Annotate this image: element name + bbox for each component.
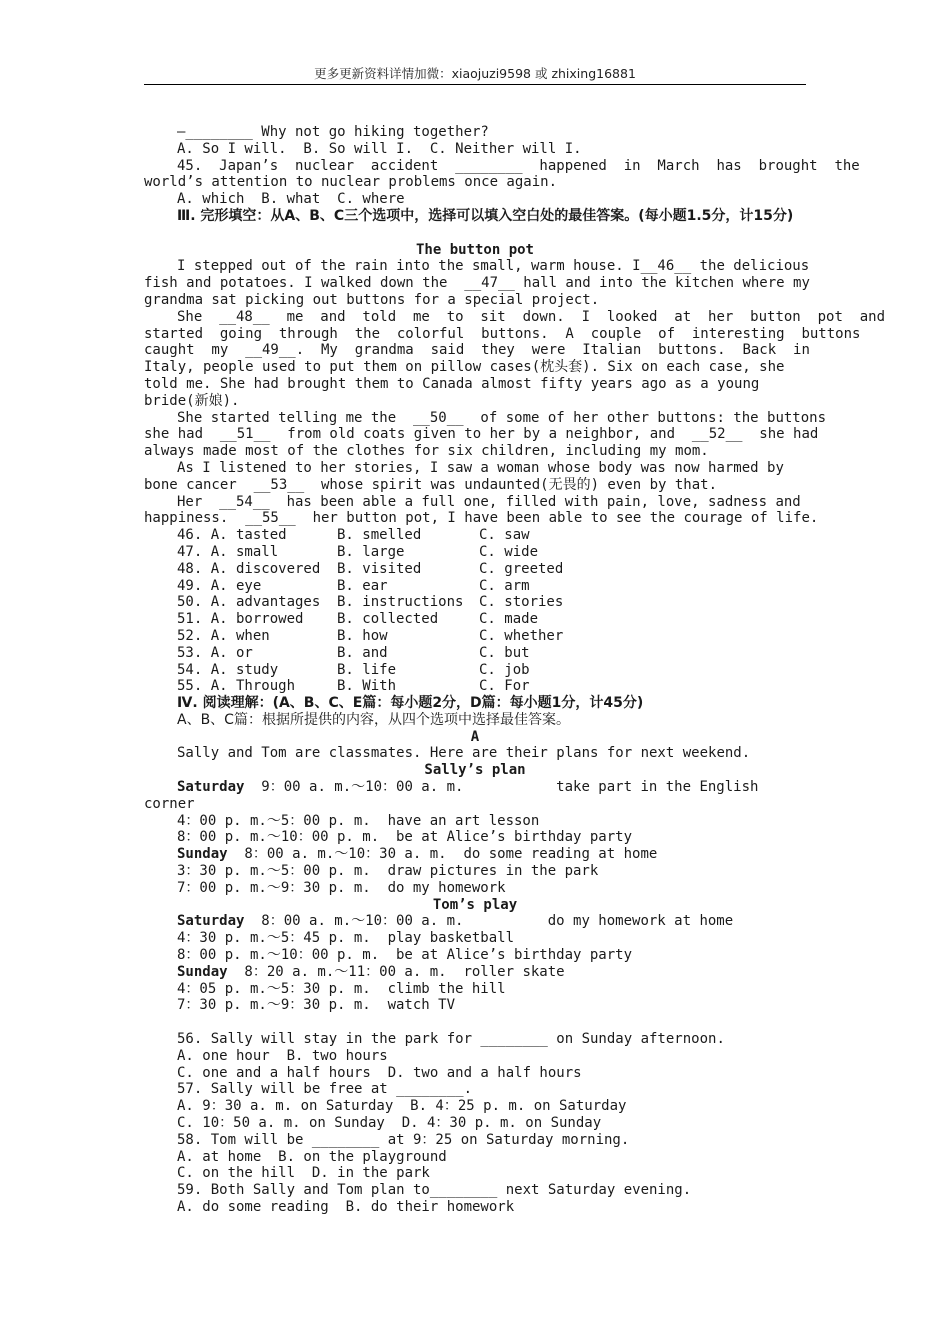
- paragraph-line: I stepped out of the rain into the small, warm house. I__46__ the delicious: [177, 258, 810, 275]
- option-b: B. collected: [337, 611, 439, 628]
- page-header: 更多更新资料详情加微：xiaojuzi9598 或 zhixing16881: [314, 66, 636, 81]
- option-a: 55. A. Through: [177, 678, 296, 695]
- sally-sunday-first: [144, 846, 806, 863]
- paragraph-line: happiness. __55__ her button pot, I have been able to see the courage of life.: [144, 510, 819, 527]
- q45-line1: 45. Japan’s nuclear accident ________ happened in March has brought the: [177, 157, 860, 174]
- cloze-paragraph-5: [144, 493, 819, 528]
- option-b: B. visited: [337, 560, 422, 577]
- passage-intro: Sally and Tom are classmates. Here are their plans for next weekend.: [177, 745, 751, 762]
- option-a: 54. A. study: [177, 661, 279, 678]
- tom-sunday-list: [144, 981, 806, 1015]
- paragraph-line: Her __54__ has been able a full one, filled with pain, love, sadness and: [177, 493, 801, 510]
- option-row: [144, 578, 806, 595]
- question-line: 57. Sally will be free at ________.: [177, 1081, 473, 1098]
- tom-saturday-first: [144, 913, 806, 930]
- q44-line: —________ Why not go hiking together?: [177, 124, 489, 140]
- schedule-entry: 3：30 p. m.～5：00 p. m. draw pictures in the park: [177, 863, 599, 880]
- sally-saturday-first: [144, 779, 806, 796]
- question-line: C. 10：50 a. m. on Sunday D. 4：30 p. m. on Sunday: [177, 1115, 602, 1132]
- option-row: [144, 594, 806, 611]
- schedule-entry: 8：00 p. m.～10：00 p. m. be at Alice’s birthday party: [177, 947, 633, 964]
- option-row: [144, 645, 806, 662]
- section4-heading: Ⅳ. 阅读理解：(A、B、C、E篇：每小题2分，D篇：每小题1分，计45分): [177, 695, 644, 712]
- q45-line2: world’s attention to nuclear problems once again.: [144, 174, 558, 191]
- paragraph-line: always made most of the clothes for six children, including my mom.: [144, 443, 709, 460]
- paragraph-line: She started telling me the __50__ of some of her other buttons: the buttons: [177, 409, 827, 426]
- question-line: A. 9：30 a. m. on Saturday B. 4：25 p. m. on Saturday: [177, 1098, 627, 1115]
- option-c: C. For: [479, 678, 530, 695]
- option-a: 52. A. when: [177, 627, 270, 644]
- sally-plan-title: Sally’s plan: [424, 762, 526, 779]
- option-row: [144, 678, 806, 695]
- day-label: Sunday: [177, 963, 228, 980]
- cloze-paragraph-1: [144, 258, 810, 308]
- tom-plan-title: Tom’s play: [432, 896, 518, 913]
- paragraph-line: bone cancer __53__ whose spirit was undaunted(无畏的) even by that.: [144, 476, 718, 493]
- option-a: 53. A. or: [177, 644, 253, 661]
- paragraph-line: caught my __49__. My grandma said they were Italian buttons. Back in: [144, 342, 810, 359]
- day-label: Sunday: [177, 846, 228, 863]
- option-c: C. whether: [479, 627, 564, 644]
- option-a: 48. A. discovered: [177, 560, 321, 577]
- question-line: A. at home B. on the playground: [177, 1148, 447, 1165]
- schedule-entry: 8：20 a. m.～11：00 a. m. roller skate: [227, 963, 565, 980]
- cloze-options-table: [144, 527, 806, 695]
- question-line: 56. Sally will stay in the park for ________ on Sunday afternoon.: [177, 1031, 725, 1048]
- question-line: C. on the hill D. in the park: [177, 1165, 430, 1182]
- question-line: A. one hour B. two hours: [177, 1047, 388, 1064]
- option-a: 46. A. tasted: [177, 527, 287, 544]
- option-b: B. how: [337, 627, 388, 644]
- paragraph-line: started going through the colorful buttons. A couple of interesting buttons: [144, 325, 861, 342]
- schedule-entry: 7：00 p. m.～9：30 p. m. do my homework: [177, 879, 506, 896]
- paragraph-line: fish and potatoes. I walked down the __47__ hall and into the kitchen where my: [144, 275, 810, 292]
- option-a: 51. A. borrowed: [177, 611, 304, 628]
- day-label: Saturday: [177, 913, 245, 930]
- option-b: B. instructions: [337, 594, 464, 611]
- schedule-entry: 7：30 p. m.～9：30 p. m. watch TV: [177, 997, 456, 1014]
- schedule-entry: 9：00 a. m.～10：00 a. m. take part in the English: [244, 779, 759, 796]
- option-b: B. life: [337, 661, 397, 678]
- cloze-paragraph-3: [144, 409, 827, 460]
- reading-questions: [144, 1031, 806, 1216]
- section3-heading: Ⅲ. 完形填空：从A、B、C三个选项中，选择可以填入空白处的最佳答案。(每小题1.5分，计15分): [177, 207, 794, 224]
- schedule-entry: 8：00 a. m.～10：00 a. m. do my homework at home: [244, 913, 734, 930]
- q44-options: A. So I will. B. So will I. C. Neither will I.: [177, 140, 582, 157]
- option-a: 47. A. small: [177, 543, 279, 560]
- option-b: B. and: [337, 644, 388, 661]
- option-c: C. saw: [479, 527, 530, 544]
- passage-label: A: [470, 728, 480, 745]
- option-row: [144, 544, 806, 561]
- option-c: C. job: [479, 661, 530, 678]
- passage-title: The button pot: [415, 241, 534, 258]
- header-divider: [144, 84, 806, 85]
- paragraph-line: She __48__ me and told me to sit down. I looked at her button pot and: [177, 308, 886, 325]
- schedule-entry: 8：00 p. m.～10：00 p. m. be at Alice’s birthday party: [177, 829, 633, 846]
- option-c: C. wide: [479, 543, 539, 560]
- document-body: [144, 124, 886, 1216]
- day-label: Saturday: [177, 779, 245, 796]
- sally-saturday-wrap: corner: [144, 795, 195, 812]
- schedule-entry: 8：00 a. m.～10：30 a. m. do some reading at home: [227, 846, 658, 863]
- paragraph-line: she had __51__ from old coats given to her by a neighbor, and __52__ she had: [144, 426, 819, 443]
- question-line: 58. Tom will be ________ at 9：25 on Saturday morning.: [177, 1131, 630, 1148]
- option-b: B. large: [337, 543, 405, 560]
- option-row: [144, 628, 806, 645]
- tom-sunday-first: [144, 964, 806, 981]
- option-b: B. With: [337, 678, 397, 695]
- schedule-entry: 4：30 p. m.～5：45 p. m. play basketball: [177, 930, 515, 947]
- tom-saturday-list: [144, 930, 806, 964]
- question-line: C. one and a half hours D. two and a half hours: [177, 1064, 582, 1081]
- cloze-paragraph-4: [144, 460, 806, 494]
- option-row: [144, 561, 806, 578]
- question-line: A. do some reading B. do their homework: [177, 1199, 515, 1215]
- option-c: C. but: [479, 644, 530, 661]
- schedule-entry: 4：05 p. m.～5：30 p. m. climb the hill: [177, 980, 506, 997]
- option-b: B. smelled: [337, 527, 422, 544]
- section4-instruction: A、B、C篇：根据所提供的内容，从四个选项中选择最佳答案。: [177, 711, 570, 728]
- question-line: 59. Both Sally and Tom plan to________ next Saturday evening.: [177, 1182, 692, 1199]
- option-row: [144, 662, 806, 679]
- paragraph-line: grandma sat picking out buttons for a special project.: [144, 291, 600, 308]
- option-c: C. stories: [479, 594, 564, 611]
- option-b: B. ear: [337, 577, 388, 594]
- option-c: C. arm: [479, 577, 530, 594]
- paragraph-line: told me. She had brought them to Canada almost fifty years ago as a young: [144, 375, 760, 392]
- paragraph-line: As I listened to her stories, I saw a woman whose body was now harmed by: [177, 459, 784, 476]
- paragraph-line: bride(新娘).: [144, 392, 240, 409]
- option-row: [144, 611, 806, 628]
- schedule-entry: 4：00 p. m.～5：00 p. m. have an art lesson: [177, 812, 540, 829]
- option-row: [144, 527, 806, 544]
- option-a: 50. A. advantages: [177, 594, 321, 611]
- option-c: C. made: [479, 611, 539, 628]
- sally-saturday-list: [144, 813, 806, 847]
- paragraph-line: Italy, people used to put them on pillow cases(枕头套). Six on each case, she: [144, 359, 785, 376]
- option-c: C. greeted: [479, 560, 564, 577]
- sally-sunday-list: [144, 863, 806, 897]
- option-a: 49. A. eye: [177, 577, 262, 594]
- spacer: [144, 1014, 806, 1031]
- cloze-paragraph-2: [144, 308, 886, 410]
- q45-options: A. which B. what C. where: [177, 191, 405, 208]
